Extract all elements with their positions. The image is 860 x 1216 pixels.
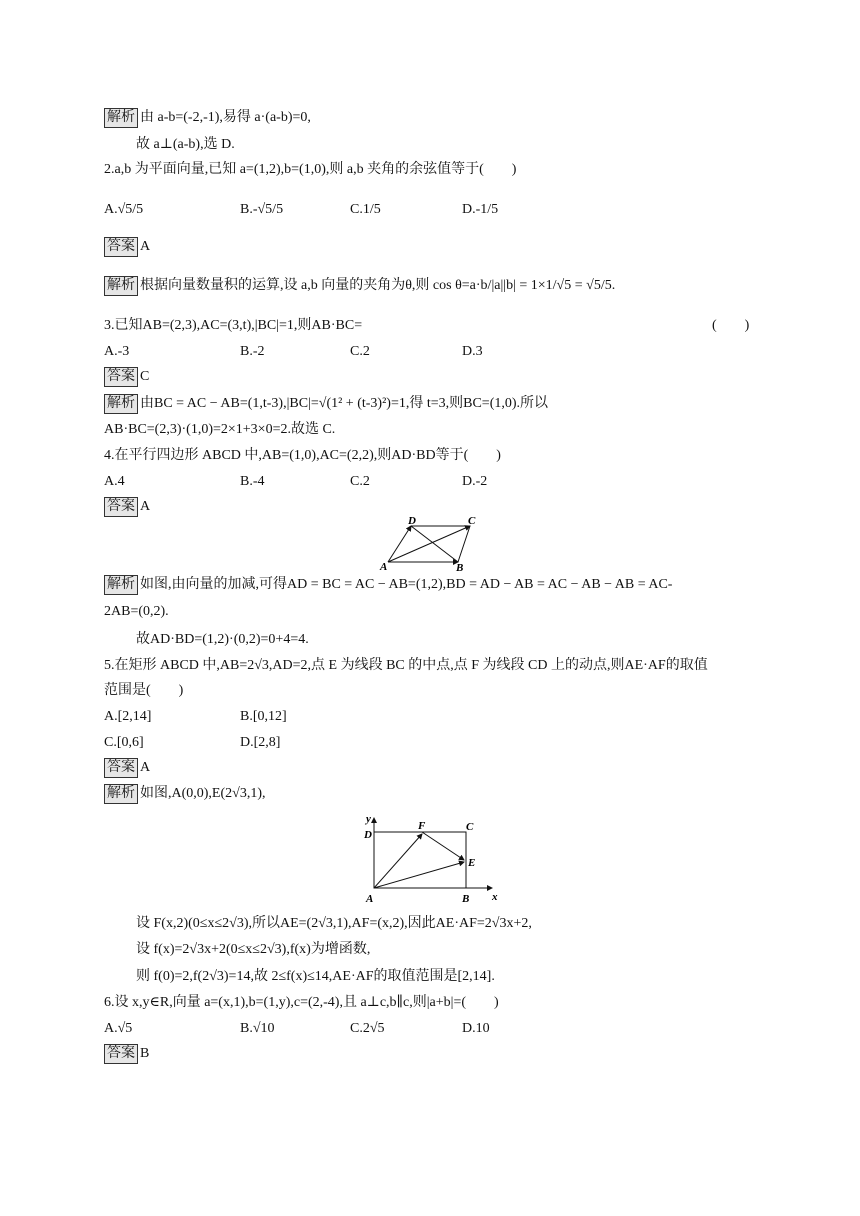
label-f: F <box>418 820 426 832</box>
text-line <box>104 316 362 336</box>
segment-fe <box>422 832 464 860</box>
label-e: E <box>468 857 476 869</box>
line-text: 6.设 x,y∈R,向量 a=(x,1),b=(1,y),c=(2,-4),且 a⊥c,b∥c,则|a+b|=( ) <box>104 995 499 1010</box>
analysis-tag: 解析 <box>104 276 138 296</box>
line-text: 故 a⊥(a-b),选 D. <box>136 137 235 152</box>
rectangle-figure <box>360 812 500 908</box>
text-line <box>462 472 487 492</box>
line-text: B.-4 <box>240 474 265 489</box>
line-text: 2.a,b 为平面向量,已知 a=(1,2),b=(1,0),则 a,b 夹角的余弦值等于( ) <box>104 162 517 177</box>
line-text: 范围是( ) <box>104 683 184 698</box>
text-line <box>136 630 309 650</box>
label-b: B <box>456 562 464 572</box>
text-line <box>104 160 516 180</box>
text-line <box>104 575 672 595</box>
analysis-tag: 解析 <box>104 784 138 804</box>
line-text: B.-2 <box>240 344 265 359</box>
line-text: 根据向量数量积的运算,设 a,b 向量的夹角为θ,则 cos θ=a·b/|a||b| = 1×1/√5 = √5/5. <box>140 278 616 293</box>
label-y: y <box>366 813 371 825</box>
text-line <box>104 367 149 387</box>
line-text: C.1/5 <box>350 202 381 217</box>
text-line <box>104 237 150 257</box>
line-text: D.[2,8] <box>240 735 281 750</box>
line-text: 如图,由向量的加减,可得AD = BC = AC − AB=(1,2),BD = AD − AB = AC − AB − AB = AC- <box>140 577 673 592</box>
text-line <box>104 342 129 362</box>
analysis-tag: 解析 <box>104 394 138 414</box>
text-line <box>104 681 183 701</box>
text-line <box>104 993 499 1013</box>
answer-tag: 答案 <box>104 758 138 778</box>
text-line <box>350 1019 385 1039</box>
line-text: A <box>140 239 151 254</box>
rectangle-abcd <box>374 832 466 888</box>
text-line <box>104 200 143 220</box>
text-line <box>462 1019 490 1039</box>
line-text: C.[0,6] <box>104 735 144 750</box>
label-x: x <box>492 891 498 903</box>
text-line <box>350 472 370 492</box>
line-text: B.[0,12] <box>240 709 287 724</box>
segment-bc <box>458 526 470 562</box>
line-text: A.[2,14] <box>104 709 152 724</box>
label-c: C <box>468 515 476 527</box>
answer-tag: 答案 <box>104 367 138 387</box>
text-line <box>240 733 280 753</box>
text-line <box>240 1019 275 1039</box>
text-line <box>104 707 151 727</box>
line-text: B.√10 <box>240 1021 275 1036</box>
line-text: A.√5 <box>104 1021 133 1036</box>
text-line <box>104 420 335 440</box>
line-text: 设 f(x)=2√3x+2(0≤x≤2√3),f(x)为增函数, <box>136 942 371 957</box>
text-line <box>136 967 495 987</box>
label-a: A <box>366 893 374 905</box>
line-text: 故AD·BD=(1,2)·(0,2)=0+4=4. <box>136 632 309 647</box>
answer-tag: 答案 <box>104 1044 138 1064</box>
text-line <box>240 472 265 492</box>
text-line <box>104 108 311 128</box>
text-line <box>104 758 150 778</box>
text-line <box>104 497 150 517</box>
line-text: A.-3 <box>104 344 130 359</box>
line-text: 5.在矩形 ABCD 中,AB=2√3,AD=2,点 E 为线段 BC 的中点,点 F 为线段 CD 上的动点,则AE·AF的取值 <box>104 658 708 673</box>
line-text: D.-2 <box>462 474 488 489</box>
line-text: ( ) <box>712 318 750 333</box>
line-text: D.10 <box>462 1021 490 1036</box>
line-text: D.3 <box>462 344 483 359</box>
text-line <box>104 276 615 296</box>
text-line <box>462 342 483 362</box>
text-line <box>350 200 381 220</box>
vector-af <box>374 834 422 888</box>
text-line <box>104 1019 132 1039</box>
line-text: C.2√5 <box>350 1021 385 1036</box>
line-text: 4.在平行四边形 ABCD 中,AB=(1,0),AC=(2,2),则AD·BD等于( ) <box>104 448 501 463</box>
line-text: A.4 <box>104 474 125 489</box>
line-text: C.2 <box>350 344 370 359</box>
label-b: B <box>462 893 470 905</box>
label-d: D <box>408 515 416 527</box>
answer-tag: 答案 <box>104 497 138 517</box>
line-text: A <box>140 760 151 775</box>
label-d: D <box>364 829 372 841</box>
text-line <box>104 394 548 414</box>
label-a: A <box>380 561 388 572</box>
segment-ac <box>388 526 470 562</box>
text-line <box>240 200 283 220</box>
line-text: C.2 <box>350 474 370 489</box>
text-line <box>240 342 265 362</box>
line-text: 由 a-b=(-2,-1),易得 a·(a-b)=0, <box>140 110 311 125</box>
analysis-tag: 解析 <box>104 108 138 128</box>
line-text: 如图,A(0,0),E(2√3,1), <box>140 786 266 801</box>
text-line <box>136 914 532 934</box>
parallelogram-figure <box>376 514 492 572</box>
line-text: A <box>140 499 151 514</box>
text-line <box>240 707 287 727</box>
text-line <box>712 316 749 336</box>
text-line <box>104 472 125 492</box>
analysis-tag: 解析 <box>104 575 138 595</box>
line-text: B <box>140 1046 150 1061</box>
text-line <box>104 1044 149 1064</box>
line-text: C <box>140 369 150 384</box>
line-text: B.-√5/5 <box>240 202 284 217</box>
line-text: A.√5/5 <box>104 202 144 217</box>
segment-bd <box>411 526 458 562</box>
text-line <box>104 602 169 622</box>
line-text: 设 F(x,2)(0≤x≤2√3),所以AE=(2√3,1),AF=(x,2),因此AE·AF=2√3x+2, <box>136 916 532 931</box>
text-line <box>350 342 370 362</box>
text-line <box>104 446 501 466</box>
text-line <box>136 940 370 960</box>
text-line <box>104 656 708 676</box>
text-line <box>104 733 144 753</box>
vector-ae <box>374 862 464 888</box>
label-c: C <box>466 821 474 833</box>
line-text: 2AB=(0,2). <box>104 604 169 619</box>
text-line <box>462 200 498 220</box>
text-line <box>104 784 266 804</box>
line-text: D.-1/5 <box>462 202 499 217</box>
line-text: AB·BC=(2,3)·(1,0)=2×1+3×0=2.故选 C. <box>104 422 336 437</box>
line-text: 3.已知AB=(2,3),AC=(3,t),|BC|=1,则AB·BC= <box>104 318 363 333</box>
line-text: 则 f(0)=2,f(2√3)=14,故 2≤f(x)≤14,AE·AF的取值范围是[2,14]. <box>136 969 495 984</box>
text-line <box>136 135 235 155</box>
line-text: 由BC = AC − AB=(1,t-3),|BC|=√(1² + (t-3)²)=1,得 t=3,则BC=(1,0).所以 <box>140 396 549 411</box>
answer-tag: 答案 <box>104 237 138 257</box>
